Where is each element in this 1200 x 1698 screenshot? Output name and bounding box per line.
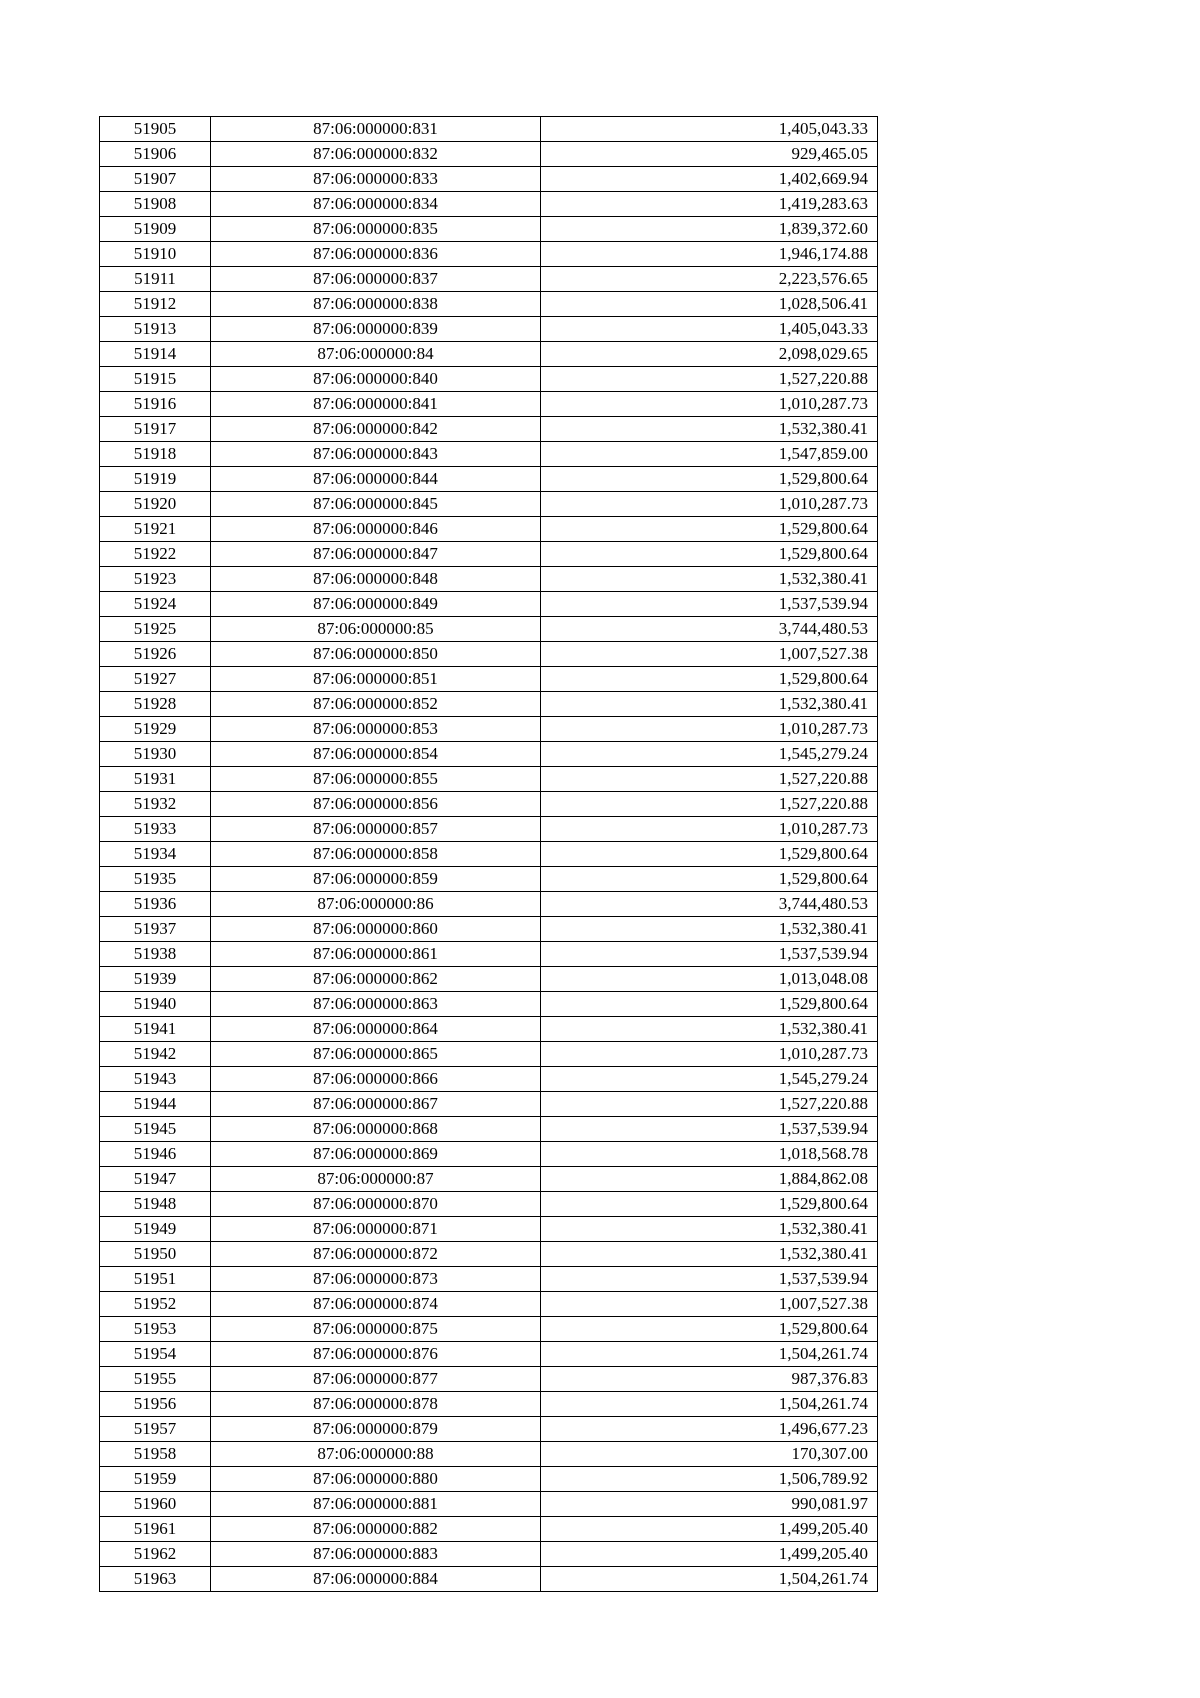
row-number-cell: 51944 bbox=[100, 1092, 211, 1117]
cadastral-id-cell: 87:06:000000:847 bbox=[211, 542, 541, 567]
value-cell: 1,529,800.64 bbox=[541, 842, 878, 867]
table-row bbox=[100, 1142, 878, 1167]
cadastral-id-cell: 87:06:000000:850 bbox=[211, 642, 541, 667]
table-row bbox=[100, 792, 878, 817]
value-cell: 1,532,380.41 bbox=[541, 917, 878, 942]
row-number-cell: 51913 bbox=[100, 317, 211, 342]
table-row bbox=[100, 742, 878, 767]
value-cell: 1,499,205.40 bbox=[541, 1517, 878, 1542]
value-cell: 1,010,287.73 bbox=[541, 392, 878, 417]
table-row bbox=[100, 592, 878, 617]
row-number-cell: 51911 bbox=[100, 267, 211, 292]
row-number-cell: 51963 bbox=[100, 1567, 211, 1592]
row-number-cell: 51919 bbox=[100, 467, 211, 492]
row-number-cell: 51915 bbox=[100, 367, 211, 392]
row-number-cell: 51917 bbox=[100, 417, 211, 442]
cadastral-id-cell: 87:06:000000:836 bbox=[211, 242, 541, 267]
value-cell: 1,537,539.94 bbox=[541, 942, 878, 967]
table-row bbox=[100, 942, 878, 967]
table-row bbox=[100, 842, 878, 867]
value-cell: 1,504,261.74 bbox=[541, 1567, 878, 1592]
table-row bbox=[100, 1367, 878, 1392]
cadastral-id-cell: 87:06:000000:837 bbox=[211, 267, 541, 292]
cadastral-id-cell: 87:06:000000:879 bbox=[211, 1417, 541, 1442]
row-number-cell: 51940 bbox=[100, 992, 211, 1017]
cadastral-id-cell: 87:06:000000:851 bbox=[211, 667, 541, 692]
cadastral-id-cell: 87:06:000000:859 bbox=[211, 867, 541, 892]
value-cell: 1,532,380.41 bbox=[541, 1242, 878, 1267]
table-row bbox=[100, 1267, 878, 1292]
table-row bbox=[100, 567, 878, 592]
table-row bbox=[100, 117, 878, 142]
row-number-cell: 51948 bbox=[100, 1192, 211, 1217]
row-number-cell: 51921 bbox=[100, 517, 211, 542]
value-cell: 1,532,380.41 bbox=[541, 1017, 878, 1042]
cadastral-id-cell: 87:06:000000:867 bbox=[211, 1092, 541, 1117]
cadastral-id-cell: 87:06:000000:832 bbox=[211, 142, 541, 167]
table-row bbox=[100, 417, 878, 442]
row-number-cell: 51910 bbox=[100, 242, 211, 267]
row-number-cell: 51936 bbox=[100, 892, 211, 917]
cadastral-id-cell: 87:06:000000:866 bbox=[211, 1067, 541, 1092]
cadastral-id-cell: 87:06:000000:852 bbox=[211, 692, 541, 717]
cadastral-id-cell: 87:06:000000:845 bbox=[211, 492, 541, 517]
table-row bbox=[100, 667, 878, 692]
value-cell: 1,527,220.88 bbox=[541, 792, 878, 817]
row-number-cell: 51941 bbox=[100, 1017, 211, 1042]
row-number-cell: 51920 bbox=[100, 492, 211, 517]
value-cell: 1,527,220.88 bbox=[541, 1092, 878, 1117]
row-number-cell: 51926 bbox=[100, 642, 211, 667]
value-cell: 1,529,800.64 bbox=[541, 467, 878, 492]
table-row bbox=[100, 1417, 878, 1442]
row-number-cell: 51942 bbox=[100, 1042, 211, 1067]
value-cell: 1,532,380.41 bbox=[541, 567, 878, 592]
table-row bbox=[100, 1117, 878, 1142]
table-row bbox=[100, 1492, 878, 1517]
cadastral-id-cell: 87:06:000000:844 bbox=[211, 467, 541, 492]
table-row bbox=[100, 1567, 878, 1592]
row-number-cell: 51961 bbox=[100, 1517, 211, 1542]
value-cell: 1,402,669.94 bbox=[541, 167, 878, 192]
table-row bbox=[100, 767, 878, 792]
value-cell: 1,537,539.94 bbox=[541, 1117, 878, 1142]
value-cell: 170,307.00 bbox=[541, 1442, 878, 1467]
cadastral-id-cell: 87:06:000000:880 bbox=[211, 1467, 541, 1492]
cadastral-id-cell: 87:06:000000:868 bbox=[211, 1117, 541, 1142]
value-cell: 3,744,480.53 bbox=[541, 892, 878, 917]
table-row bbox=[100, 542, 878, 567]
value-cell: 1,419,283.63 bbox=[541, 192, 878, 217]
value-cell: 1,506,789.92 bbox=[541, 1467, 878, 1492]
cadastral-id-cell: 87:06:000000:831 bbox=[211, 117, 541, 142]
row-number-cell: 51930 bbox=[100, 742, 211, 767]
table-row bbox=[100, 717, 878, 742]
data-table bbox=[99, 116, 878, 1592]
cadastral-id-cell: 87:06:000000:877 bbox=[211, 1367, 541, 1392]
cadastral-id-cell: 87:06:000000:870 bbox=[211, 1192, 541, 1217]
value-cell: 1,532,380.41 bbox=[541, 417, 878, 442]
row-number-cell: 51962 bbox=[100, 1542, 211, 1567]
cadastral-id-cell: 87:06:000000:871 bbox=[211, 1217, 541, 1242]
row-number-cell: 51939 bbox=[100, 967, 211, 992]
table-row bbox=[100, 1017, 878, 1042]
cadastral-id-cell: 87:06:000000:848 bbox=[211, 567, 541, 592]
table-row bbox=[100, 1217, 878, 1242]
value-cell: 1,499,205.40 bbox=[541, 1542, 878, 1567]
cadastral-id-cell: 87:06:000000:874 bbox=[211, 1292, 541, 1317]
row-number-cell: 51928 bbox=[100, 692, 211, 717]
table-row bbox=[100, 392, 878, 417]
row-number-cell: 51957 bbox=[100, 1417, 211, 1442]
cadastral-id-cell: 87:06:000000:855 bbox=[211, 767, 541, 792]
value-cell: 1,529,800.64 bbox=[541, 667, 878, 692]
table-row bbox=[100, 492, 878, 517]
cadastral-id-cell: 87:06:000000:84 bbox=[211, 342, 541, 367]
cadastral-id-cell: 87:06:000000:858 bbox=[211, 842, 541, 867]
value-cell: 990,081.97 bbox=[541, 1492, 878, 1517]
row-number-cell: 51927 bbox=[100, 667, 211, 692]
table-row bbox=[100, 1392, 878, 1417]
cadastral-id-cell: 87:06:000000:854 bbox=[211, 742, 541, 767]
cadastral-id-cell: 87:06:000000:872 bbox=[211, 1242, 541, 1267]
row-number-cell: 51943 bbox=[100, 1067, 211, 1092]
value-cell: 1,529,800.64 bbox=[541, 1317, 878, 1342]
value-cell: 1,504,261.74 bbox=[541, 1392, 878, 1417]
table-row bbox=[100, 517, 878, 542]
cadastral-id-cell: 87:06:000000:881 bbox=[211, 1492, 541, 1517]
value-cell: 929,465.05 bbox=[541, 142, 878, 167]
table-row bbox=[100, 167, 878, 192]
row-number-cell: 51912 bbox=[100, 292, 211, 317]
row-number-cell: 51955 bbox=[100, 1367, 211, 1392]
row-number-cell: 51937 bbox=[100, 917, 211, 942]
table-body bbox=[100, 117, 878, 1592]
table-row bbox=[100, 1192, 878, 1217]
cadastral-id-cell: 87:06:000000:840 bbox=[211, 367, 541, 392]
row-number-cell: 51924 bbox=[100, 592, 211, 617]
row-number-cell: 51932 bbox=[100, 792, 211, 817]
value-cell: 1,010,287.73 bbox=[541, 492, 878, 517]
cadastral-id-cell: 87:06:000000:857 bbox=[211, 817, 541, 842]
table-row bbox=[100, 1342, 878, 1367]
table-row bbox=[100, 192, 878, 217]
value-cell: 1,018,568.78 bbox=[541, 1142, 878, 1167]
table-row bbox=[100, 867, 878, 892]
value-cell: 1,010,287.73 bbox=[541, 1042, 878, 1067]
cadastral-id-cell: 87:06:000000:835 bbox=[211, 217, 541, 242]
table-row bbox=[100, 642, 878, 667]
table-row bbox=[100, 1317, 878, 1342]
cadastral-id-cell: 87:06:000000:869 bbox=[211, 1142, 541, 1167]
cadastral-id-cell: 87:06:000000:884 bbox=[211, 1567, 541, 1592]
table-row bbox=[100, 1517, 878, 1542]
row-number-cell: 51933 bbox=[100, 817, 211, 842]
table-row bbox=[100, 892, 878, 917]
table-row bbox=[100, 817, 878, 842]
table-row bbox=[100, 367, 878, 392]
table-row bbox=[100, 692, 878, 717]
value-cell: 1,839,372.60 bbox=[541, 217, 878, 242]
row-number-cell: 51934 bbox=[100, 842, 211, 867]
cadastral-id-cell: 87:06:000000:833 bbox=[211, 167, 541, 192]
row-number-cell: 51949 bbox=[100, 1217, 211, 1242]
row-number-cell: 51907 bbox=[100, 167, 211, 192]
row-number-cell: 51931 bbox=[100, 767, 211, 792]
row-number-cell: 51959 bbox=[100, 1467, 211, 1492]
cadastral-id-cell: 87:06:000000:873 bbox=[211, 1267, 541, 1292]
table-row bbox=[100, 292, 878, 317]
value-cell: 1,532,380.41 bbox=[541, 1217, 878, 1242]
value-cell: 1,028,506.41 bbox=[541, 292, 878, 317]
table-row bbox=[100, 442, 878, 467]
cadastral-id-cell: 87:06:000000:834 bbox=[211, 192, 541, 217]
cadastral-id-cell: 87:06:000000:860 bbox=[211, 917, 541, 942]
cadastral-id-cell: 87:06:000000:85 bbox=[211, 617, 541, 642]
value-cell: 2,098,029.65 bbox=[541, 342, 878, 367]
row-number-cell: 51923 bbox=[100, 567, 211, 592]
value-cell: 1,537,539.94 bbox=[541, 1267, 878, 1292]
row-number-cell: 51938 bbox=[100, 942, 211, 967]
row-number-cell: 51947 bbox=[100, 1167, 211, 1192]
value-cell: 2,223,576.65 bbox=[541, 267, 878, 292]
table-row bbox=[100, 217, 878, 242]
table-row bbox=[100, 917, 878, 942]
row-number-cell: 51945 bbox=[100, 1117, 211, 1142]
cadastral-id-cell: 87:06:000000:839 bbox=[211, 317, 541, 342]
table-row bbox=[100, 1542, 878, 1567]
value-cell: 1,532,380.41 bbox=[541, 692, 878, 717]
value-cell: 1,496,677.23 bbox=[541, 1417, 878, 1442]
row-number-cell: 51909 bbox=[100, 217, 211, 242]
cadastral-id-cell: 87:06:000000:88 bbox=[211, 1442, 541, 1467]
cadastral-id-cell: 87:06:000000:838 bbox=[211, 292, 541, 317]
table-row bbox=[100, 142, 878, 167]
row-number-cell: 51951 bbox=[100, 1267, 211, 1292]
value-cell: 1,013,048.08 bbox=[541, 967, 878, 992]
value-cell: 1,545,279.24 bbox=[541, 742, 878, 767]
table-row bbox=[100, 1467, 878, 1492]
cadastral-id-cell: 87:06:000000:861 bbox=[211, 942, 541, 967]
value-cell: 1,884,862.08 bbox=[541, 1167, 878, 1192]
value-cell: 1,529,800.64 bbox=[541, 517, 878, 542]
row-number-cell: 51960 bbox=[100, 1492, 211, 1517]
value-cell: 1,527,220.88 bbox=[541, 367, 878, 392]
row-number-cell: 51918 bbox=[100, 442, 211, 467]
row-number-cell: 51935 bbox=[100, 867, 211, 892]
table-row bbox=[100, 1167, 878, 1192]
row-number-cell: 51958 bbox=[100, 1442, 211, 1467]
cadastral-id-cell: 87:06:000000:849 bbox=[211, 592, 541, 617]
row-number-cell: 51905 bbox=[100, 117, 211, 142]
row-number-cell: 51914 bbox=[100, 342, 211, 367]
table-row bbox=[100, 242, 878, 267]
row-number-cell: 51956 bbox=[100, 1392, 211, 1417]
cadastral-id-cell: 87:06:000000:864 bbox=[211, 1017, 541, 1042]
row-number-cell: 51922 bbox=[100, 542, 211, 567]
value-cell: 1,007,527.38 bbox=[541, 642, 878, 667]
value-cell: 1,405,043.33 bbox=[541, 117, 878, 142]
cadastral-id-cell: 87:06:000000:86 bbox=[211, 892, 541, 917]
value-cell: 3,744,480.53 bbox=[541, 617, 878, 642]
row-number-cell: 51925 bbox=[100, 617, 211, 642]
table-row bbox=[100, 267, 878, 292]
cadastral-id-cell: 87:06:000000:865 bbox=[211, 1042, 541, 1067]
table-row bbox=[100, 317, 878, 342]
value-cell: 1,405,043.33 bbox=[541, 317, 878, 342]
value-cell: 1,010,287.73 bbox=[541, 817, 878, 842]
table-row bbox=[100, 1042, 878, 1067]
cadastral-id-cell: 87:06:000000:862 bbox=[211, 967, 541, 992]
table-row bbox=[100, 1067, 878, 1092]
cadastral-id-cell: 87:06:000000:876 bbox=[211, 1342, 541, 1367]
row-number-cell: 51953 bbox=[100, 1317, 211, 1342]
table-row bbox=[100, 617, 878, 642]
cadastral-id-cell: 87:06:000000:843 bbox=[211, 442, 541, 467]
row-number-cell: 51952 bbox=[100, 1292, 211, 1317]
table-row bbox=[100, 1242, 878, 1267]
value-cell: 1,946,174.88 bbox=[541, 242, 878, 267]
table-row bbox=[100, 1442, 878, 1467]
cadastral-id-cell: 87:06:000000:863 bbox=[211, 992, 541, 1017]
value-cell: 1,529,800.64 bbox=[541, 992, 878, 1017]
value-cell: 1,504,261.74 bbox=[541, 1342, 878, 1367]
cadastral-id-cell: 87:06:000000:878 bbox=[211, 1392, 541, 1417]
table-row bbox=[100, 967, 878, 992]
value-cell: 1,547,859.00 bbox=[541, 442, 878, 467]
cadastral-id-cell: 87:06:000000:87 bbox=[211, 1167, 541, 1192]
cadastral-id-cell: 87:06:000000:846 bbox=[211, 517, 541, 542]
row-number-cell: 51954 bbox=[100, 1342, 211, 1367]
row-number-cell: 51946 bbox=[100, 1142, 211, 1167]
cadastral-id-cell: 87:06:000000:882 bbox=[211, 1517, 541, 1542]
cadastral-id-cell: 87:06:000000:842 bbox=[211, 417, 541, 442]
cadastral-id-cell: 87:06:000000:853 bbox=[211, 717, 541, 742]
cadastral-id-cell: 87:06:000000:856 bbox=[211, 792, 541, 817]
row-number-cell: 51929 bbox=[100, 717, 211, 742]
value-cell: 1,007,527.38 bbox=[541, 1292, 878, 1317]
table-row bbox=[100, 1292, 878, 1317]
row-number-cell: 51906 bbox=[100, 142, 211, 167]
value-cell: 987,376.83 bbox=[541, 1367, 878, 1392]
table-row bbox=[100, 467, 878, 492]
table-row bbox=[100, 1092, 878, 1117]
table-row bbox=[100, 992, 878, 1017]
cadastral-id-cell: 87:06:000000:883 bbox=[211, 1542, 541, 1567]
table-row bbox=[100, 342, 878, 367]
value-cell: 1,529,800.64 bbox=[541, 542, 878, 567]
cadastral-id-cell: 87:06:000000:875 bbox=[211, 1317, 541, 1342]
value-cell: 1,529,800.64 bbox=[541, 867, 878, 892]
value-cell: 1,545,279.24 bbox=[541, 1067, 878, 1092]
value-cell: 1,010,287.73 bbox=[541, 717, 878, 742]
row-number-cell: 51916 bbox=[100, 392, 211, 417]
cadastral-id-cell: 87:06:000000:841 bbox=[211, 392, 541, 417]
value-cell: 1,529,800.64 bbox=[541, 1192, 878, 1217]
row-number-cell: 51908 bbox=[100, 192, 211, 217]
value-cell: 1,527,220.88 bbox=[541, 767, 878, 792]
row-number-cell: 51950 bbox=[100, 1242, 211, 1267]
value-cell: 1,537,539.94 bbox=[541, 592, 878, 617]
